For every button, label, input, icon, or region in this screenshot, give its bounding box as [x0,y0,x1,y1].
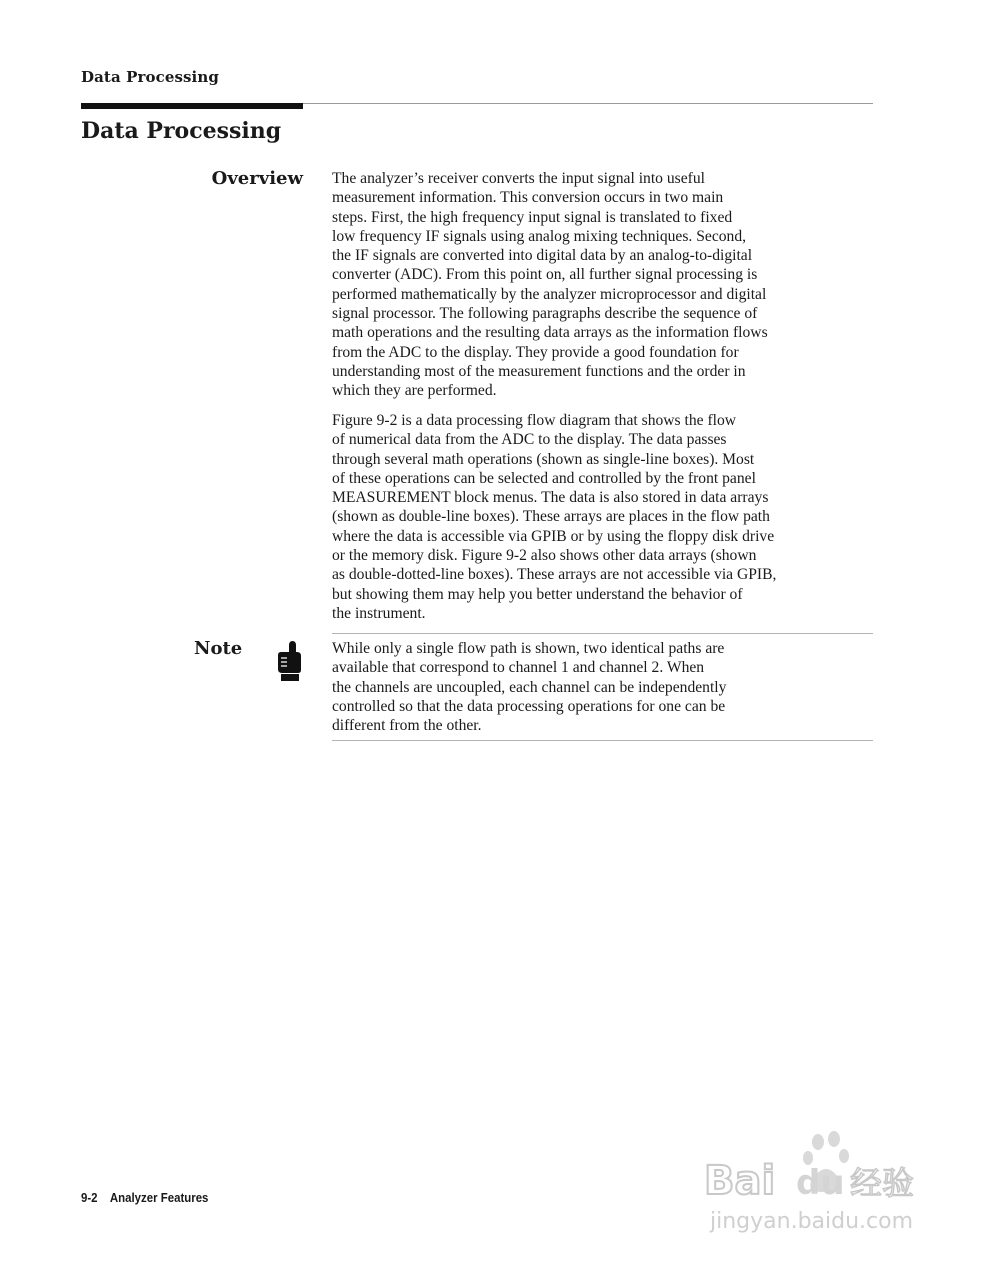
header-rule-thin [303,103,873,104]
text-line: low frequency IF signals using analog mixing techniques. Second, [332,227,747,245]
text-line: as double-dotted-line boxes). These arrays are not accessible via GPIB, [332,566,777,584]
text-line: available that correspond to channel 1 and channel 2. When [332,659,705,677]
page-number: 9-2 [81,1190,98,1205]
text-line: understanding most of the measurement functions and the order in [332,362,746,380]
note-rule-bottom [332,740,873,741]
note-text [332,639,873,735]
text-line: (shown as double-line boxes). These arrays are places in the flow path [332,508,770,526]
text-line: While only a single flow path is shown, two identical paths are [332,640,725,657]
note-heading: Note [194,638,243,659]
text-line: Figure 9-2 is a data processing flow diagram that shows the flow [332,412,737,429]
text-line: from the ADC to the display. They provide a good foundation for [332,343,739,361]
text-line: of these operations can be selected and controlled by the front panel [332,469,756,487]
note-rule-top [332,633,873,634]
svg-text:Bai: Bai [704,1158,776,1204]
text-line: the channels are uncoupled, each channel can be independently [332,678,727,696]
svg-text:du: du [796,1163,845,1203]
header-rule-thick [81,103,303,109]
text-line: but showing them may help you better understand the behavior of [332,585,743,603]
text-line: which they are performed. [332,382,497,400]
section-title: Data Processing [81,118,282,144]
svg-text:经验: 经验 [850,1164,915,1202]
text-line: the instrument. [332,604,426,622]
text-line: or the memory disk. Figure 9-2 also shows other data arrays (shown [332,547,757,565]
watermark-url: jingyan.baidu.com [710,1209,914,1234]
chapter-title: Analyzer Features [109,1190,209,1205]
text-line: the IF signals are converted into digital data by an analog-to-digital [332,247,753,265]
overview-paragraph-2 [332,411,873,623]
text-line: of numerical data from the ADC to the display. The data passes [332,431,727,449]
text-line: controlled so that the data processing operations for one can be [332,697,726,715]
text-line: converter (ADC). From this point on, all further signal processing is [332,266,758,284]
text-line: MEASUREMENT block menus. The data is also stored in data arrays [332,489,769,507]
text-line: signal processor. The following paragraphs describe the sequence of [332,305,758,323]
page-footer [81,1190,208,1205]
overview-heading: Overview [211,168,303,189]
text-line: through several math operations (shown as single-line boxes). Most [332,450,755,468]
baidu-jingyan-watermark [700,1128,940,1240]
text-line: where the data is accessible via GPIB or by using the floppy disk drive [332,527,775,545]
overview-paragraph-1 [332,169,873,401]
text-line: steps. First, the high frequency input signal is translated to fixed [332,208,733,226]
pointing-hand-icon [275,640,303,682]
text-line: measurement information. This conversion occurs in two main [332,189,724,207]
text-line: math operations and the resulting data arrays as the information flows [332,324,768,342]
text-line: different from the other. [332,717,482,735]
text-line: performed mathematically by the analyzer microprocessor and digital [332,285,767,303]
text-line: The analyzer’s receiver converts the input signal into useful [332,170,705,187]
running-header: Data Processing [81,68,219,86]
